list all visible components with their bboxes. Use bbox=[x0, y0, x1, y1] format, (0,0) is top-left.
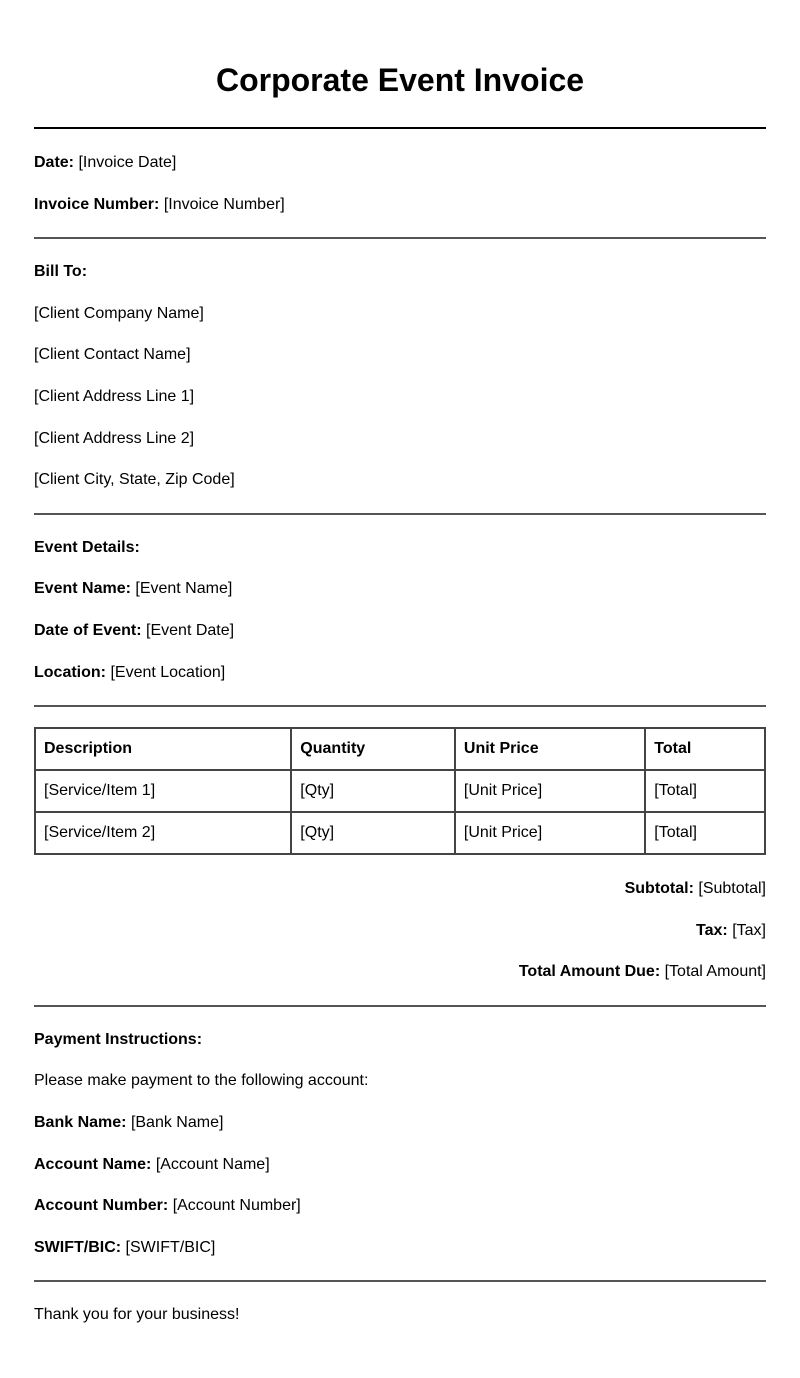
cell-unit-price: [Unit Price] bbox=[455, 770, 645, 812]
client-address-line-2: [Client Address Line 2] bbox=[34, 430, 195, 447]
column-header-unit-price: Unit Price bbox=[455, 728, 645, 770]
subtotal bbox=[34, 879, 766, 899]
bank-name bbox=[34, 1113, 766, 1133]
cell-quantity: [Qty] bbox=[291, 770, 455, 812]
invoice-date-label: Date: bbox=[34, 154, 75, 171]
account-name-value: [Account Name] bbox=[155, 1156, 270, 1173]
cell-description: [Service/Item 1] bbox=[35, 770, 291, 812]
event-name bbox=[34, 579, 766, 599]
invoice-date-value: [Invoice Date] bbox=[78, 154, 177, 171]
divider bbox=[34, 237, 766, 239]
invoice-page bbox=[34, 0, 766, 1378]
table-row bbox=[35, 812, 765, 854]
subtotal-label: Subtotal: bbox=[624, 880, 694, 897]
subtotal-value: [Subtotal] bbox=[698, 880, 766, 897]
event-details-heading: Event Details: bbox=[34, 539, 140, 556]
table-header-row bbox=[35, 728, 765, 770]
invoice-number-value: [Invoice Number] bbox=[163, 196, 285, 213]
payment-intro: Please make payment to the following account: bbox=[34, 1072, 369, 1089]
invoice-number bbox=[34, 195, 766, 215]
client-contact: [Client Contact Name] bbox=[34, 346, 191, 363]
page-title: Corporate Event Invoice bbox=[215, 62, 585, 98]
account-number bbox=[34, 1196, 766, 1216]
account-name-label: Account Name: bbox=[34, 1156, 152, 1173]
line-items-table bbox=[34, 727, 766, 855]
thank-you-note: Thank you for your business! bbox=[34, 1306, 240, 1323]
column-header-description: Description bbox=[35, 728, 291, 770]
cell-description: [Service/Item 2] bbox=[35, 812, 291, 854]
account-number-label: Account Number: bbox=[34, 1197, 169, 1214]
tax-value: [Tax] bbox=[732, 922, 766, 939]
divider bbox=[34, 1005, 766, 1007]
cell-total: [Total] bbox=[645, 770, 765, 812]
column-header-total: Total bbox=[645, 728, 765, 770]
total-amount-label: Total Amount Due: bbox=[518, 963, 661, 980]
cell-unit-price: [Unit Price] bbox=[455, 812, 645, 854]
divider bbox=[34, 127, 766, 129]
cell-total: [Total] bbox=[645, 812, 765, 854]
event-location bbox=[34, 663, 766, 683]
column-header-quantity: Quantity bbox=[291, 728, 455, 770]
table-row bbox=[35, 770, 765, 812]
total-amount-value: [Total Amount] bbox=[664, 963, 766, 980]
tax bbox=[34, 921, 766, 941]
payment-instructions-heading: Payment Instructions: bbox=[34, 1031, 203, 1048]
tax-label: Tax: bbox=[696, 922, 728, 939]
swift-bic-value: [SWIFT/BIC] bbox=[125, 1239, 216, 1256]
total-amount-due bbox=[34, 962, 766, 982]
invoice-date bbox=[34, 153, 766, 173]
client-address-line-1: [Client Address Line 1] bbox=[34, 388, 195, 405]
divider bbox=[34, 513, 766, 515]
invoice-number-label: Invoice Number: bbox=[34, 196, 160, 213]
event-date-label: Date of Event: bbox=[34, 622, 142, 639]
bank-name-label: Bank Name: bbox=[34, 1114, 127, 1131]
swift-bic-label: SWIFT/BIC: bbox=[34, 1239, 122, 1256]
account-number-value: [Account Number] bbox=[172, 1197, 301, 1214]
account-name bbox=[34, 1155, 766, 1175]
event-location-label: Location: bbox=[34, 664, 106, 681]
swift-bic bbox=[34, 1238, 766, 1258]
bank-name-value: [Bank Name] bbox=[130, 1114, 224, 1131]
client-city: [Client City, State, Zip Code] bbox=[34, 471, 235, 488]
event-location-value: [Event Location] bbox=[110, 664, 226, 681]
event-name-label: Event Name: bbox=[34, 580, 131, 597]
client-company: [Client Company Name] bbox=[34, 305, 204, 322]
bill-to-heading: Bill To: bbox=[34, 263, 88, 280]
event-name-value: [Event Name] bbox=[135, 580, 233, 597]
event-date-value: [Event Date] bbox=[146, 622, 235, 639]
divider bbox=[34, 705, 766, 707]
divider bbox=[34, 1280, 766, 1282]
event-date bbox=[34, 621, 766, 641]
cell-quantity: [Qty] bbox=[291, 812, 455, 854]
